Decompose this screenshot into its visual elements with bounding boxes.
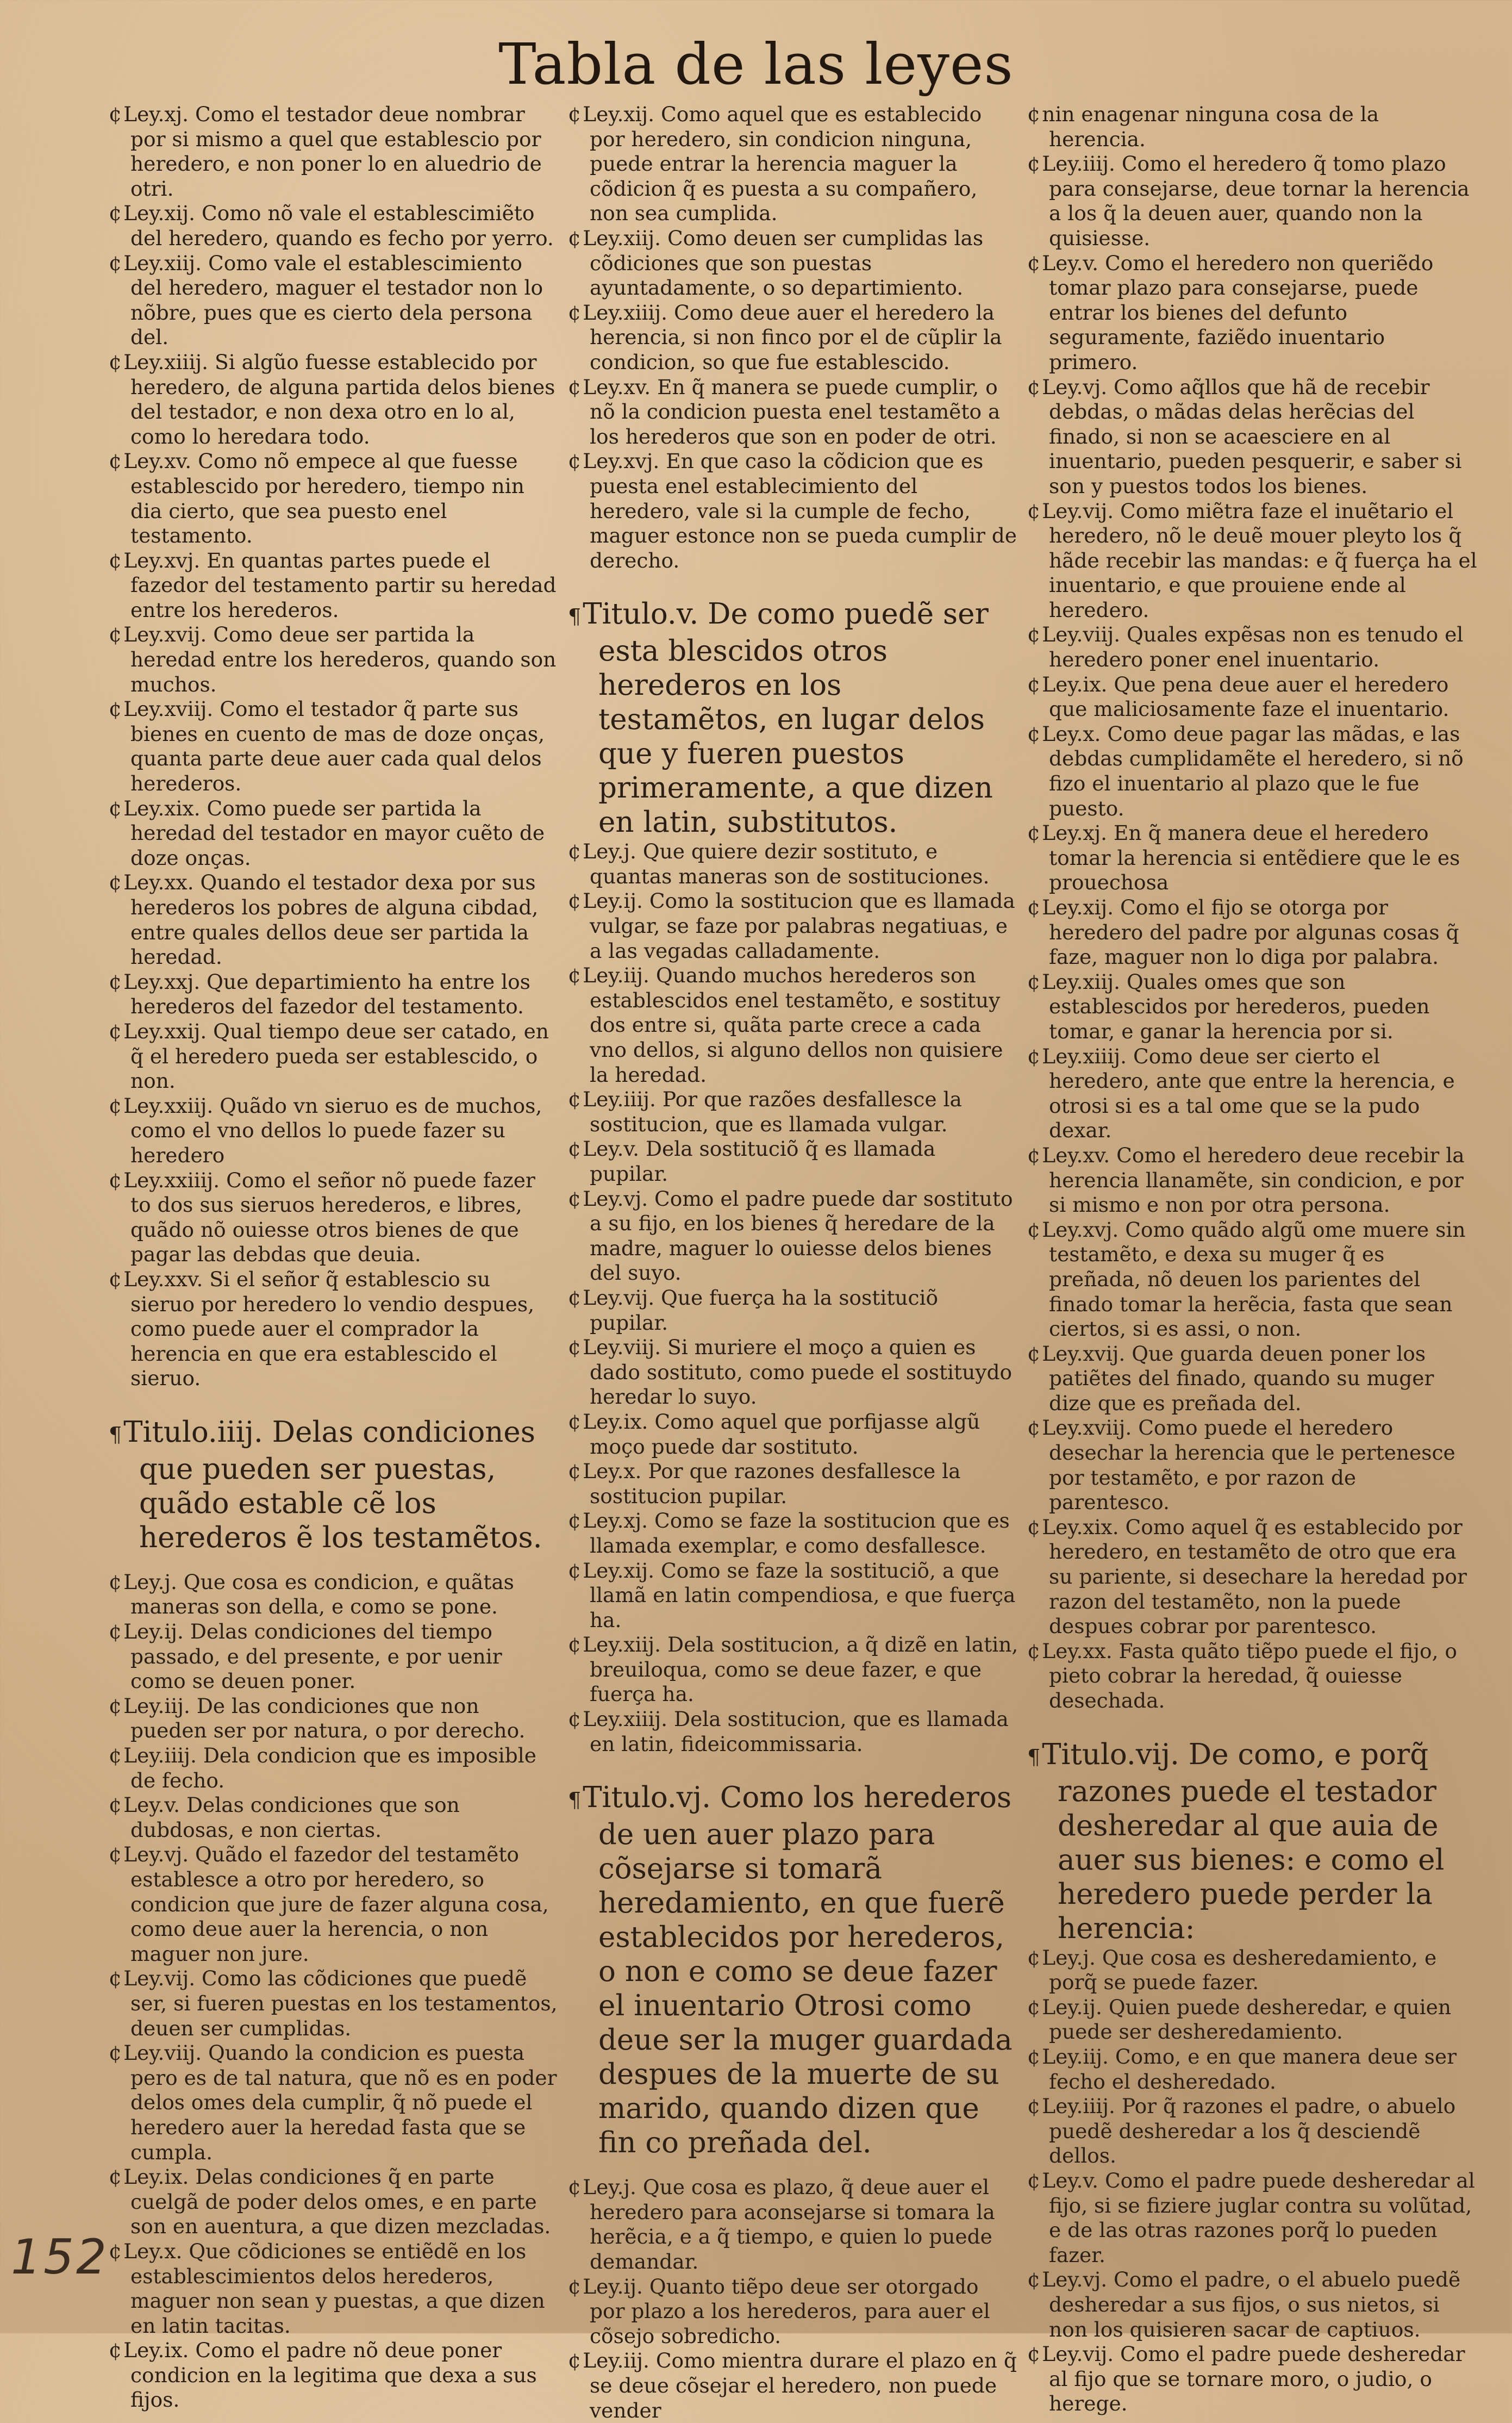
law-entry [109,2041,560,2165]
column-left [109,102,560,2413]
pilcrow-c-icon: ¢ [1027,622,1041,647]
pilcrow-c-icon: ¢ [109,1093,122,1118]
law-entry [1027,1416,1478,1515]
entry-text: Titulo.vij. De como, e porq̃ razones puede el testador desheredar al que auia de auer sus bienes: e como el heredero puede perder la herencia: [1042,1737,1445,1945]
law-entry [109,2338,560,2413]
entry-text: Ley.ij. Como la sostitucion que es llamada vulgar, se faze por palabras negatiuas, e a las vegadas calladamente. [583,889,1015,963]
pilcrow-c-icon: ¢ [1027,375,1041,399]
law-entry [568,963,1019,1087]
pilcrow-c-icon: ¢ [1027,2044,1041,2069]
law-entry [109,1094,560,1168]
pilcrow-c-icon: ¢ [1027,2268,1041,2292]
column-middle [568,102,1019,2423]
pilcrow-c-icon: ¢ [109,1966,122,1991]
entry-text: Ley.j. Que cosa es desheredamiento, e porq̃ se puede fazer. [1042,1945,1437,1995]
pilcrow-c-icon: ¢ [568,2175,582,2200]
entry-text: Titulo.iiij. Delas condiciones que pueden ser puestas, quãdo estable cẽ los herederos ẽ los testamẽtos. [123,1415,542,1554]
pilcrow-c-icon: ¢ [109,1569,122,1594]
pilcrow-c-icon: ¢ [568,300,582,325]
law-entry [1027,1342,1478,1416]
entry-text: Ley.ix. Como el padre nõ deue poner condicion en la legitima que dexa a sus fijos. [123,2338,537,2412]
entry-text: Ley.xiiij. Como deue auer el heredero la herencia, si non finco por el de cũplir la condicion, so que fue establescido. [583,300,1002,374]
law-entry [568,1707,1019,1756]
pilcrow-c-icon: ¢ [568,963,582,988]
entry-text: Ley.xvj. En quantas partes puede el fazedor del testamento partir su heredad entre los herederos. [123,548,557,622]
entry-text: Ley.iiij. Por q̃ razones el padre, o abuelo puedẽ desheredar a los q̃ desciendẽ dellos. [1042,2094,1456,2168]
pilcrow-c-icon: ¢ [1027,1217,1041,1242]
entry-text: Ley.viij. Quando la condicion es puesta pero es de tal natura, que nõ es en poder delos omes dela cumplir, q̃ nõ puede el heredero auer la heredad fasta que se cumpla. [123,2041,557,2164]
law-entry [109,1019,560,1094]
page-title: Tabla de las leyes [498,31,1014,97]
pilcrow-c-icon: ¢ [1027,2168,1041,2192]
law-entry [1027,375,1478,499]
entry-text: Ley.v. Dela sostituciõ q̃ es llamada pupilar. [583,1137,936,1186]
law-entry [568,1459,1019,1509]
pilcrow-c-icon: ¢ [568,1137,582,1161]
section-title [1027,1737,1478,1946]
pilcrow-c-icon: ¢ [1027,152,1041,176]
pilcrow-c-icon: ¢ [568,2349,582,2373]
law-entry [1027,102,1478,152]
law-entry [568,889,1019,963]
pilcrow-c-icon: ¢ [568,226,582,250]
law-entry [1027,1044,1478,1143]
pilcrow-c-icon: ¢ [109,697,122,721]
entry-text: Ley.iiij. Como el heredero q̃ tomo plazo para consejarse, deue tornar la herencia a los q̃ la deuen auer, quando non la quisiesse. [1042,152,1470,250]
pilcrow-c-icon: ¢ [109,449,122,474]
pilcrow-c-icon: ¢ [1027,1044,1041,1068]
entry-text: Ley.ij. Quanto tiẽpo deue ser otorgado por plazo a los herederos, para auer el cõsejo sobredicho. [583,2274,990,2348]
law-entry [109,796,560,871]
law-entry [568,102,1019,226]
law-entry [1027,722,1478,821]
entry-text: Ley.iij. Quando muchos herederos son establescidos enel testamẽto, e sostituy dos entre si, quãta parte crece a cada vno dellos, si alguno dellos non quisiere la heredad. [583,963,1003,1087]
law-entry [109,2165,560,2239]
pilcrow-c-icon: ¢ [568,1633,582,1657]
entry-text: Ley.xv. Como nõ empece al que fuesse establescido por heredero, tiempo nin dia cierto, que sea puesto enel testamento. [123,449,524,548]
pilcrow-c-icon: ¢ [568,839,582,864]
law-entry [109,970,560,1019]
column-right [1027,102,1478,2416]
entry-text: Ley.ij. Delas condiciones del tiempo passado, e del presente, e por uenir como se deuen poner. [123,1620,502,1693]
pilcrow-c-icon: ¢ [109,1743,122,1768]
pilcrow-c-icon: ¢ [1027,102,1041,126]
pilcrow-c-icon: ¢ [109,1620,122,1644]
pilcrow-c-icon: ¢ [1027,1945,1041,1970]
pilcrow-c-icon: ¢ [568,1087,582,1112]
pilcrow-c-icon: ¢ [568,2274,582,2299]
spacer [568,1756,1019,1780]
entry-text: Titulo.vj. Como los herederos de uen auer plazo para cõsejarse si tomarã heredamiento, en que fuerẽ establecidos por herederos, o non e como se deue fazer el inuentario Otrosi como deue ser la muger guardada despues de la muerte de su marido, quando dizen que fin co preñada del. [583,1781,1013,2160]
entry-text: Ley.x. Por que razones desfallesce la sostitucion pupilar. [583,1459,961,1508]
law-entry [1027,672,1478,722]
law-entry [568,1509,1019,1558]
entry-text: Ley.xiiij. Dela sostitucion, que es llamada en latin, fideicommissaria. [583,1707,1009,1756]
pilcrow-c-icon: ¢ [568,1186,582,1211]
law-entry [109,2239,560,2338]
law-entry [568,1335,1019,1410]
pilcrow-c-icon: ¢ [1027,721,1041,746]
pilcrow-c-icon: ¢ [1027,1143,1041,1167]
pilcrow-c-icon: ¢ [109,2041,122,2065]
law-entry [568,1286,1019,1335]
law-entry [1027,2268,1478,2342]
entry-text: Ley.vj. Como el padre puede dar sostituto a su fijo, en los bienes q̃ heredare de la madre, maguer lo ouiesse delos bienes del suyo. [583,1186,1013,1285]
pilcrow-c-icon: ¢ [1027,895,1041,919]
pilcrow-c-icon: ¢ [109,350,122,374]
law-entry [109,350,560,449]
entry-text: Ley.xj. Como se faze la sostitucion que es llamada exemplar, e como desfallesce. [583,1509,1010,1558]
law-entry [1027,622,1478,672]
entry-text: Ley.xj. Como el testador deue nombrar por si mismo a quel que establescio por heredero, e non poner lo en aluedrio de otri. [123,102,542,201]
entry-text: Ley.j. Que cosa es plazo, q̃ deue auer el heredero para aconsejarse si tomara la herẽcia, e a q̃ tiempo, e quien lo puede demandar. [583,2175,995,2274]
entry-text: Ley.xvj. En que caso la cõdicion que es puesta enel establecimiento del heredero, vale si la cumple de fecho, maguer estonce non se pueda cumplir de derecho. [583,449,1017,572]
law-entry [109,1743,560,1793]
section-title [568,1780,1019,2160]
law-entry [1027,1995,1478,2045]
law-entry [568,2175,1019,2274]
law-entry [1027,2094,1478,2169]
spacer [568,2160,1019,2175]
entry-text: Ley.xix. Como aquel q̃ es establecido por heredero, en testamẽto de otro que era su pariente, si desechare la heredad por razon del testamẽto, non la puede despues cobrar por parentesco. [1042,1515,1467,1639]
law-entry [568,2349,1019,2423]
law-entry [568,226,1019,301]
pilcrow-c-icon: ¢ [109,870,122,895]
entry-text: Ley.iij. Como mientra durare el plazo en q̃ se deue cõsejar el heredero, non puede vender [583,2349,1017,2422]
entry-text: Ley.xix. Como puede ser partida la heredad del testador en mayor cuẽto de doze onças. [123,796,545,870]
pilcrow-c-icon: ¢ [109,1693,122,1718]
law-entry [568,1410,1019,1459]
pilcrow-c-icon: ¢ [568,889,582,913]
entry-text: Ley.xiiij. Si algũo fuesse establecido por heredero, de alguna partida delos bienes del testador, e non dexa otro en lo al, como lo heredara todo. [123,350,555,449]
pilcrow-c-icon: ¢ [568,375,582,399]
pilcrow-c-icon: ¢ [109,2239,122,2263]
law-entry [1027,2045,1478,2094]
law-entry [109,1620,560,1694]
entry-text: Ley.xvj. Como quãdo algũ ome muere sin testamẽto, e dexa su muger q̃ es preñada, nõ deuen los parientes del finado tomar la herẽcia, fasta que sean ciertos, si es assi, o non. [1042,1217,1466,1341]
entry-text: Ley.xx. Quando el testador dexa por sus herederos los pobres de alguna cibdad, entre quales dellos deue ser partida la heredad. [123,870,539,969]
entry-text: Ley.xiij. Quales omes que son establescidos por herederos, pueden tomar, e ganar la herencia por si. [1042,969,1430,1043]
pilcrow-c-icon: ¢ [1027,672,1041,696]
law-entry [1027,251,1478,375]
entry-text: Ley.v. Como el heredero non queriẽdo tomar plazo para consejarse, puede entrar los bienes del defunto seguramente, faziẽdo inuentario primero. [1042,251,1434,374]
entry-text: Ley.vij. Como miẽtra faze el inuẽtario el heredero, nõ le deuẽ mouer pleyto los q̃ hãde recebir las mandas: e q̃ fuerça ha el inuentario, e que prouiene ende al heredero. [1042,499,1477,622]
pilcrow-c-icon: ¢ [1027,1995,1041,2019]
entry-text: Ley.xij. Como aquel que es establecido por heredero, sin condicion ninguna, puede entrar la herencia maguer la cõdicion q̃ es puesta a su compañero, non sea cumplida. [583,102,982,226]
law-entry [109,1966,560,2041]
pilcrow-icon: ¶ [568,1788,582,1812]
law-entry [568,2275,1019,2349]
entry-text: Ley.xv. En q̃ manera se puede cumplir, o nõ la condicion puesta enel testamẽto a los herederos que son en poder de otri. [583,375,1001,449]
entry-text: Ley.xvij. Que guarda deuen poner los patiẽtes del finado, quando su muger dize que es preñada del. [1042,1341,1434,1415]
law-entry [568,1633,1019,1707]
entry-text: Ley.ix. Como aquel que porfijasse algũ moço puede dar sostituto. [583,1409,980,1459]
law-entry [109,251,560,350]
law-entry [568,449,1019,573]
pilcrow-c-icon: ¢ [568,1285,582,1310]
entry-text: Ley.xx. Fasta quãto tiẽpo puede el fijo, o pieto cobrar la heredad, q̃ ouiesse desechada. [1042,1639,1458,1712]
entry-text: Ley.vj. Como el padre, o el abuelo puedẽ desheredar a sus fijos, o sus nietos, si non los quisieren sacar de captiuos. [1042,2268,1461,2341]
entry-text: Ley.j. Que cosa es condicion, e quãtas maneras son della, e como se pone. [123,1569,514,1619]
entry-text: Ley.xij. Como el fijo se otorga por heredero del padre por algunas cosas q̃ faze, maguer non lo diga por palabra. [1042,895,1459,969]
law-entry [1027,1218,1478,1342]
law-entry [568,839,1019,889]
entry-text: Ley.vij. Como las cõdiciones que puedẽ ser, si fueren puestas en los testamentos, deuen ser cumplidas. [123,1966,558,2040]
entry-text: Ley.x. Como deue pagar las mãdas, e las debdas cumplidamẽte el heredero, si nõ fizo el inuentario al plazo que le fue puesto. [1042,721,1464,820]
pilcrow-c-icon: ¢ [568,1558,582,1583]
folio-number: 152 [11,2229,109,2285]
entry-text: Ley.ix. Delas condiciones q̃ en parte cuelgã de poder delos omes, e en parte son en auentura, a que dizen mezcladas. [123,2165,551,2239]
pilcrow-icon: ¶ [1027,1745,1041,1769]
pilcrow-c-icon: ¢ [109,201,122,226]
law-entry [109,549,560,623]
entry-text: Ley.xviij. Como el testador q̃ parte sus bienes en cuento de mas de doze onças, quanta parte deue auer cada qual delos herederos. [123,697,545,796]
pilcrow-c-icon: ¢ [568,1509,582,1533]
law-entry [1027,1515,1478,1639]
law-entry [1027,152,1478,251]
entry-text: Ley.j. Que quiere dezir sostituto, e quantas maneras son de sostituciones. [583,839,990,888]
pilcrow-c-icon: ¢ [109,1842,122,1867]
entry-text: Ley.v. Como el padre puede desheredar al fijo, si se fiziere juglar contra su volũtad, e de las otras razones porq̃ lo pueden fazer. [1042,2168,1475,2267]
entry-text: Ley.vj. Quãdo el fazedor del testamẽto establesce a otro por heredero, so condicion que jure de fazer alguna cosa, como deue auer la herencia, o non maguer non jure. [123,1842,549,1966]
pilcrow-c-icon: ¢ [1027,1416,1041,1440]
pilcrow-c-icon: ¢ [1027,821,1041,845]
law-entry [1027,2342,1478,2416]
law-entry [109,1842,560,1966]
entry-text: Ley.ix. Que pena deue auer el heredero que maliciosamente faze el inuentario. [1042,672,1449,721]
entry-text: nin enagenar ninguna cosa de la herencia. [1042,102,1379,151]
law-entry [109,449,560,548]
spacer [109,1555,560,1570]
pilcrow-c-icon: ¢ [109,251,122,275]
entry-text: Ley.xvij. Como deue ser partida la heredad entre los herederos, quando son muchos. [123,622,557,696]
entry-text: Ley.xiiij. Como deue ser cierto el heredero, ante que entre la herencia, e otrosi si es a tal ome que se la pudo dexar. [1042,1044,1455,1143]
law-entry [109,1793,560,1842]
entry-text: Ley.viij. Quales expẽsas non es tenudo el heredero poner enel inuentario. [1042,622,1464,672]
pilcrow-c-icon: ¢ [1027,251,1041,275]
pilcrow-c-icon: ¢ [109,1168,122,1192]
pilcrow-c-icon: ¢ [568,1707,582,1731]
pilcrow-c-icon: ¢ [1027,1639,1041,1663]
entry-text: Ley.xviij. Como puede el heredero desechar la herencia que le pertenesce por testamẽto, e por razon de parentesco. [1042,1416,1455,1515]
pilcrow-c-icon: ¢ [568,1409,582,1434]
entry-text: Ley.v. Delas condiciones que son dubdosas, e non ciertas. [123,1793,460,1842]
entry-text: Ley.xiij. Como deuen ser cumplidas las cõdiciones que son puestas ayuntadamente, o so departimiento. [583,226,984,300]
entry-text: Ley.iiij. Por que razões desfallesce la sostitucion, que es llamada vulgar. [583,1087,962,1136]
entry-text: Ley.vij. Como el padre puede desheredar al fijo que se tornare moro, o judio, o herege. [1042,2342,1465,2416]
law-entry [1027,2169,1478,2268]
pilcrow-icon: ¶ [109,1422,122,1447]
law-entry [568,301,1019,375]
pilcrow-c-icon: ¢ [109,2165,122,2189]
law-entry [109,102,560,201]
law-entry [109,1570,560,1620]
entry-text: Ley.xxiij. Quãdo vn sieruo es de muchos, como el vno dellos lo puede fazer su heredero [123,1093,542,1167]
entry-text: Ley.x. Que cõdiciones se entiẽdẽ en los establescimientos delos herederos, maguer non sean y puestas, a que dizen en latin tacitas. [123,2239,545,2338]
spacer [568,573,1019,597]
pilcrow-c-icon: ¢ [568,102,582,126]
entry-text: Ley.xv. Como el heredero deue recebir la herencia llanamẽte, sin condicion, e por si mismo e non por otra persona. [1042,1143,1465,1217]
entry-text: Ley.xij. Como se faze la sostituciõ, a que llamã en latin compendiosa, e que fuerça ha. [583,1558,1016,1632]
section-title [568,597,1019,839]
entry-text: Ley.xxv. Si el señor q̃ establescio su sieruo por heredero lo vendio despues, como puede auer el comprador la herencia en que era establescido el sieruo. [123,1267,534,1391]
law-entry [568,1087,1019,1137]
pilcrow-c-icon: ¢ [109,1267,122,1291]
law-entry [1027,1143,1478,1218]
entry-text: Ley.vj. Como aq̃llos que hã de recebir debdas, o mãdas delas herẽcias del finado, si non se acaesciere en al inuentario, pueden pesquerir, e saber si son y puestos todos los bienes. [1042,375,1462,498]
entry-text: Ley.ij. Quien puede desheredar, e quien puede ser desheredamiento. [1042,1995,1452,2044]
law-entry [568,1137,1019,1186]
law-entry [109,697,560,796]
law-entry [109,1267,560,1391]
pilcrow-c-icon: ¢ [568,1335,582,1360]
pilcrow-icon: ¶ [568,605,582,629]
pilcrow-c-icon: ¢ [568,449,582,474]
entry-text: Ley.iiij. Dela condicion que es imposible de fecho. [123,1743,536,1792]
pilcrow-c-icon: ¢ [109,796,122,820]
law-entry [568,375,1019,450]
law-entry [109,1168,560,1267]
law-entry [568,1187,1019,1286]
pilcrow-c-icon: ¢ [1027,1341,1041,1366]
pilcrow-c-icon: ¢ [109,969,122,994]
entry-text: Ley.xij. Como nõ vale el establescimiẽto del heredero, quando es fecho por yerro. [123,201,554,250]
law-entry [109,1694,560,1743]
spacer [1027,1714,1478,1737]
spacer [109,1391,560,1415]
entry-text: Ley.vij. Que fuerça ha la sostituciõ pupilar. [583,1285,939,1335]
law-entry [1027,821,1478,895]
entry-text: Ley.xiij. Dela sostitucion, a q̃ dizẽ en latin, breuiloqua, como se deue fazer, e que fuerça ha. [583,1633,1019,1706]
law-entry [109,870,560,969]
entry-text: Ley.iij. De las condiciones que non pueden ser por natura, o por derecho. [123,1693,526,1743]
pilcrow-c-icon: ¢ [109,2338,122,2363]
entry-text: Ley.xxj. Que departimiento ha entre los herederos del fazedor del testamento. [123,969,530,1019]
law-entry [1027,1946,1478,1995]
section-title [109,1415,560,1555]
pilcrow-c-icon: ¢ [1027,2094,1041,2119]
pilcrow-c-icon: ¢ [1027,1515,1041,1539]
pilcrow-c-icon: ¢ [109,102,122,126]
entry-text: Ley.xxij. Qual tiempo deue ser catado, en q̃ el heredero pueda ser establescido, o non. [123,1019,549,1093]
entry-text: Ley.iij. Como, e en que manera deue ser fecho el desheredado. [1042,2044,1457,2094]
pilcrow-c-icon: ¢ [1027,499,1041,523]
pilcrow-c-icon: ¢ [109,548,122,572]
law-entry [109,622,560,697]
law-entry [1027,499,1478,623]
pilcrow-c-icon: ¢ [1027,2342,1041,2366]
entry-text: Ley.xxiiij. Como el señor nõ puede fazer to dos sus sieruos herederos, e libres, quãdo nõ ouiesse otros bienes de que pagar las debdas que deuia. [123,1168,535,1267]
law-entry [109,201,560,251]
pilcrow-c-icon: ¢ [109,622,122,647]
law-entry [1027,895,1478,970]
pilcrow-c-icon: ¢ [109,1019,122,1043]
pilcrow-c-icon: ¢ [568,1459,582,1484]
law-entry [568,1559,1019,1633]
law-entry [1027,1639,1478,1714]
entry-text: Ley.xj. En q̃ manera deue el heredero tomar la herencia si entẽdiere que le es prouechosa [1042,821,1460,895]
entry-text: Titulo.v. De como puedẽ ser esta blescidos otros herederos en los testamẽtos, en lugar delos que y fueren puestos primeramente, a que dizen en latin, substitutos. [583,597,993,839]
law-entry [1027,970,1478,1044]
entry-text: Ley.xiij. Como vale el establescimiento del heredero, maguer el testador non lo nõbre, pues que es cierto dela persona del. [123,251,543,350]
pilcrow-c-icon: ¢ [1027,969,1041,994]
entry-text: Ley.viij. Si muriere el moço a quien es dado sostituto, como puede el sostituydo heredar lo suyo. [583,1335,1013,1409]
pilcrow-c-icon: ¢ [109,1793,122,1817]
